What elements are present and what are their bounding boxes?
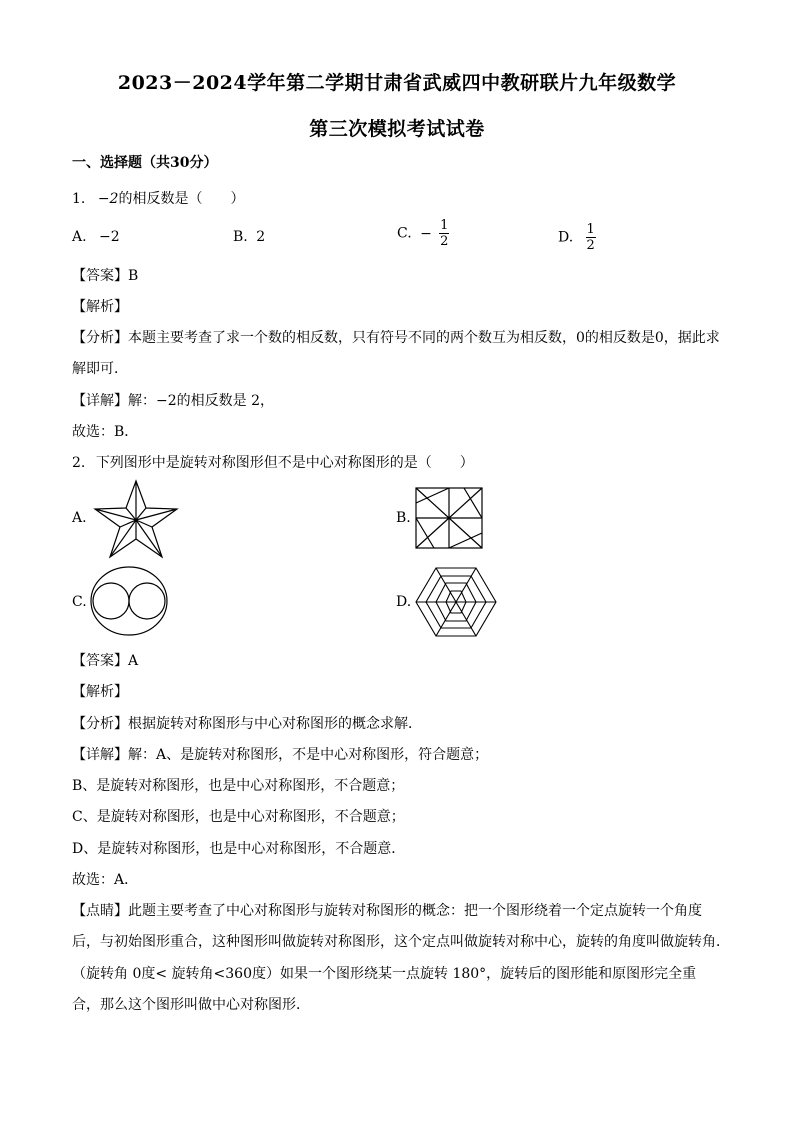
q2-stem	[72, 452, 474, 472]
q1-option-b-label: B.	[233, 229, 248, 245]
fenxi-tag: 【分析】	[72, 330, 128, 346]
q1-stem	[72, 188, 244, 208]
q1-option-a	[72, 229, 120, 245]
q2-stem-text: 下列图形中是旋转对称图形但不是中心对称图形的是（ ）	[95, 455, 474, 471]
detail-tag: 【详解】	[72, 393, 128, 409]
q2-option-c-label: C.	[72, 594, 87, 610]
answer-tag: 【答案】	[72, 653, 128, 669]
q2-fenxi-text: 根据旋转对称图形与中心对称图形的概念求解．	[128, 716, 422, 732]
q1-fenxi-line2: 解即可．	[72, 361, 128, 377]
q1-option-b-value: 2	[256, 229, 266, 245]
q1-choose: 故选：B．	[72, 424, 139, 440]
q2-detail-d: D、是旋转对称图形，也是中心对称图形，不合题意．	[72, 841, 406, 857]
q1-answer-value: B	[128, 268, 139, 284]
answer-tag: 【答案】	[72, 268, 128, 284]
q1-option-c-fraction	[439, 218, 449, 249]
q2-detail-c: C、是旋转对称图形，也是中心对称图形，不合题意；	[72, 809, 405, 825]
q1-option-a-value: −2	[99, 229, 120, 245]
q2-answer-value: A	[128, 653, 139, 669]
q1-option-d-label: D.	[558, 229, 574, 246]
section-heading: 一、选择题（共30分）	[72, 155, 218, 171]
q1-option-d-denominator: 2	[586, 238, 595, 253]
q1-option-a-label: A.	[72, 229, 87, 245]
detail-tag: 【详解】	[72, 747, 128, 763]
q2-detail-b: B、是旋转对称图形，也是中心对称图形，不合题意；	[72, 778, 405, 794]
q1-expression: −2	[97, 191, 119, 207]
q2-detail	[72, 744, 488, 764]
dianjing-tag: 【点睛】	[72, 903, 128, 919]
q1-option-d	[558, 222, 596, 253]
hexagon-spiderweb-figure	[414, 566, 498, 638]
q1-option-d-fraction	[586, 222, 596, 253]
q1-detail-text: 解：−2的相反数是 2，	[128, 393, 274, 409]
q2-dianjing-line3: （旋转角 0度< 旋转角<360度）如果一个图形绕某一点旋转 180°，旋转后的图形能和原图形完全重	[72, 966, 697, 982]
q2-analysis-tag: 【解析】	[72, 684, 128, 700]
q1-answer	[72, 265, 138, 285]
q1-fenxi-line1: 本题主要考查了求一个数的相反数，只有符号不同的两个数互为相反数，0的相反数是0，据此求	[128, 330, 720, 346]
q1-option-c-label: C.	[397, 225, 412, 242]
q1-option-c-sign: −	[420, 225, 432, 242]
q1-option-d-numerator: 1	[586, 222, 595, 237]
q2-option-d-label: D.	[396, 594, 412, 610]
q2-dianjing	[72, 900, 702, 920]
q1-option-b	[233, 229, 265, 245]
q1-option-c-denominator: 2	[440, 234, 449, 249]
q2-number: 2.	[72, 455, 86, 471]
q2-choose: 故选：A．	[72, 872, 139, 888]
q1-option-c	[397, 218, 449, 249]
q2-dianjing-line2: 后，与初始图形重合，这种图形叫做旋转对称图形，这个定点叫做旋转对称中心，旋转的角度叫做旋转角．	[72, 934, 730, 950]
q2-fenxi	[72, 713, 422, 733]
fenxi-tag: 【分析】	[72, 716, 128, 732]
q1-fenxi	[72, 327, 720, 347]
page-title-line1: 2023－2024学年第二学期甘肃省武威四中教研联片九年级数学	[117, 72, 677, 94]
q2-dianjing-line4: 合，那么这个图形叫做中心对称图形．	[72, 997, 310, 1013]
q1-stem-text: 的相反数是（ ）	[118, 191, 245, 207]
pinwheel-figure	[414, 486, 484, 550]
q2-option-b-label: B.	[396, 510, 411, 526]
q2-answer	[72, 650, 138, 670]
circle-with-two-inner-circles-figure	[88, 565, 170, 637]
q1-number: 1.	[72, 191, 86, 207]
q2-dianjing-line1: 此题主要考查了中心对称图形与旋转对称图形的概念：把一个图形绕着一个定点旋转一个角度	[128, 903, 702, 919]
q1-analysis-tag: 【解析】	[72, 299, 128, 315]
page-title-line2: 第三次模拟考试试卷	[309, 118, 485, 140]
q1-detail	[72, 390, 274, 410]
five-pointed-star-figure	[92, 478, 180, 560]
q1-option-c-numerator: 1	[440, 218, 449, 233]
q2-detail-a: 解：A、是旋转对称图形，不是中心对称图形，符合题意；	[128, 747, 489, 763]
q2-option-a-label: A.	[72, 510, 87, 526]
